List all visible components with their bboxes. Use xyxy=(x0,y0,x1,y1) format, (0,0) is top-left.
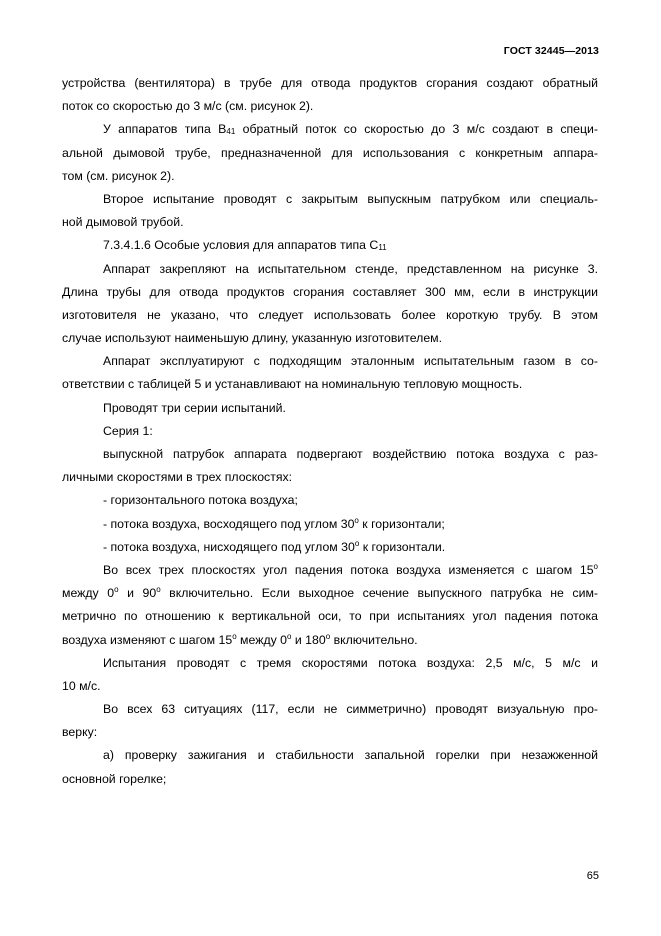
text-line: том (см. рисунок 2). xyxy=(62,168,175,183)
document-body xyxy=(62,72,598,791)
text-line: поток со скоростью до 3 м/с (см. рисунок 2). xyxy=(62,99,314,114)
text-line: между $0^о$ и $90^о$ включительно. Если выходное сечение выпускного патрубка не сим- xyxy=(62,585,598,601)
text-line: 10 м/с. xyxy=(62,678,101,693)
section-heading: 7.3.4.1.6 Особые условия для аппаратов типа $С_{11}$ xyxy=(103,238,387,253)
list-item: - горизонтального потока воздуха; xyxy=(103,493,298,508)
text-line: ной дымовой трубой. xyxy=(62,215,184,230)
list-item: - потока воздуха, восходящего под углом $30^о$ к горизонтали; xyxy=(103,515,445,531)
text-line: Испытания проводят с тремя скоростями потока воздуха: 2,5 м/с, 5 м/с и xyxy=(103,655,598,670)
text-line: альной дымовой трубе, предназначенной для использования с конкретным аппара- xyxy=(62,145,598,160)
list-item: - потока воздуха, нисходящего под углом $30^о$ к горизонтали. xyxy=(103,538,446,554)
text-line: случае используют наименьшую длину, указанную изготовителем. xyxy=(62,331,443,346)
text-line: Во всех трех плоскостях угол падения потока воздуха изменяется с шагом $15^о$ xyxy=(103,561,598,577)
text-line: выпускной патрубок аппарата подвергают воздействию потока воздуха с раз- xyxy=(103,447,598,461)
text-line: Серия 1: xyxy=(103,423,153,438)
text-line: воздуха изменяют с шагом $15^о$ между $0^о$ и $180^о$ включительно. xyxy=(62,631,418,647)
text-line: Проводят три серии испытаний. xyxy=(103,400,286,415)
text-line: Во всех 63 ситуациях (117, если не симметрично) проводят визуальную про- xyxy=(103,702,598,717)
text-line: Второе испытание проводят с закрытым выпускным патрубком или специаль- xyxy=(103,191,598,206)
text-line: верку: xyxy=(62,725,98,740)
text-line: основной горелке; xyxy=(62,771,167,786)
text-line: Аппарат закрепляют на испытательном стенде, представленном на рисунке 3. xyxy=(103,261,598,276)
page-header-standard: ГОСТ 32445—2013 xyxy=(503,45,599,57)
list-item: а) проверку зажигания и стабильности запальной горелки при незажженной xyxy=(103,748,598,763)
text-line: Аппарат эксплуатируют с подходящим эталонным испытательным газом в со- xyxy=(103,354,598,369)
text-line: У аппаратов типа $В_{41}$ обратный поток со скоростью до 3 м/с создают в специ- xyxy=(103,122,598,137)
text-line: личными скоростями в трех плоскостях: xyxy=(62,470,293,485)
text-line: устройства (вентилятора) в трубе для отвода продуктов сгорания создают обратный xyxy=(62,76,598,90)
text-line: изготовителя не указано, что следует использовать более короткую трубу. В этом xyxy=(62,307,598,322)
text-line: ответствии с таблицей 5 и устанавливают на номинальную тепловую мощность. xyxy=(62,377,523,392)
text-line: Длина трубы для отвода продуктов сгорания составляет 300 мм, если в инструкции xyxy=(62,284,598,299)
page-number: 65 xyxy=(586,870,599,882)
text-line: метрично по отношению к вертикальной оси, то при испытаниях угол падения потока xyxy=(62,609,598,624)
